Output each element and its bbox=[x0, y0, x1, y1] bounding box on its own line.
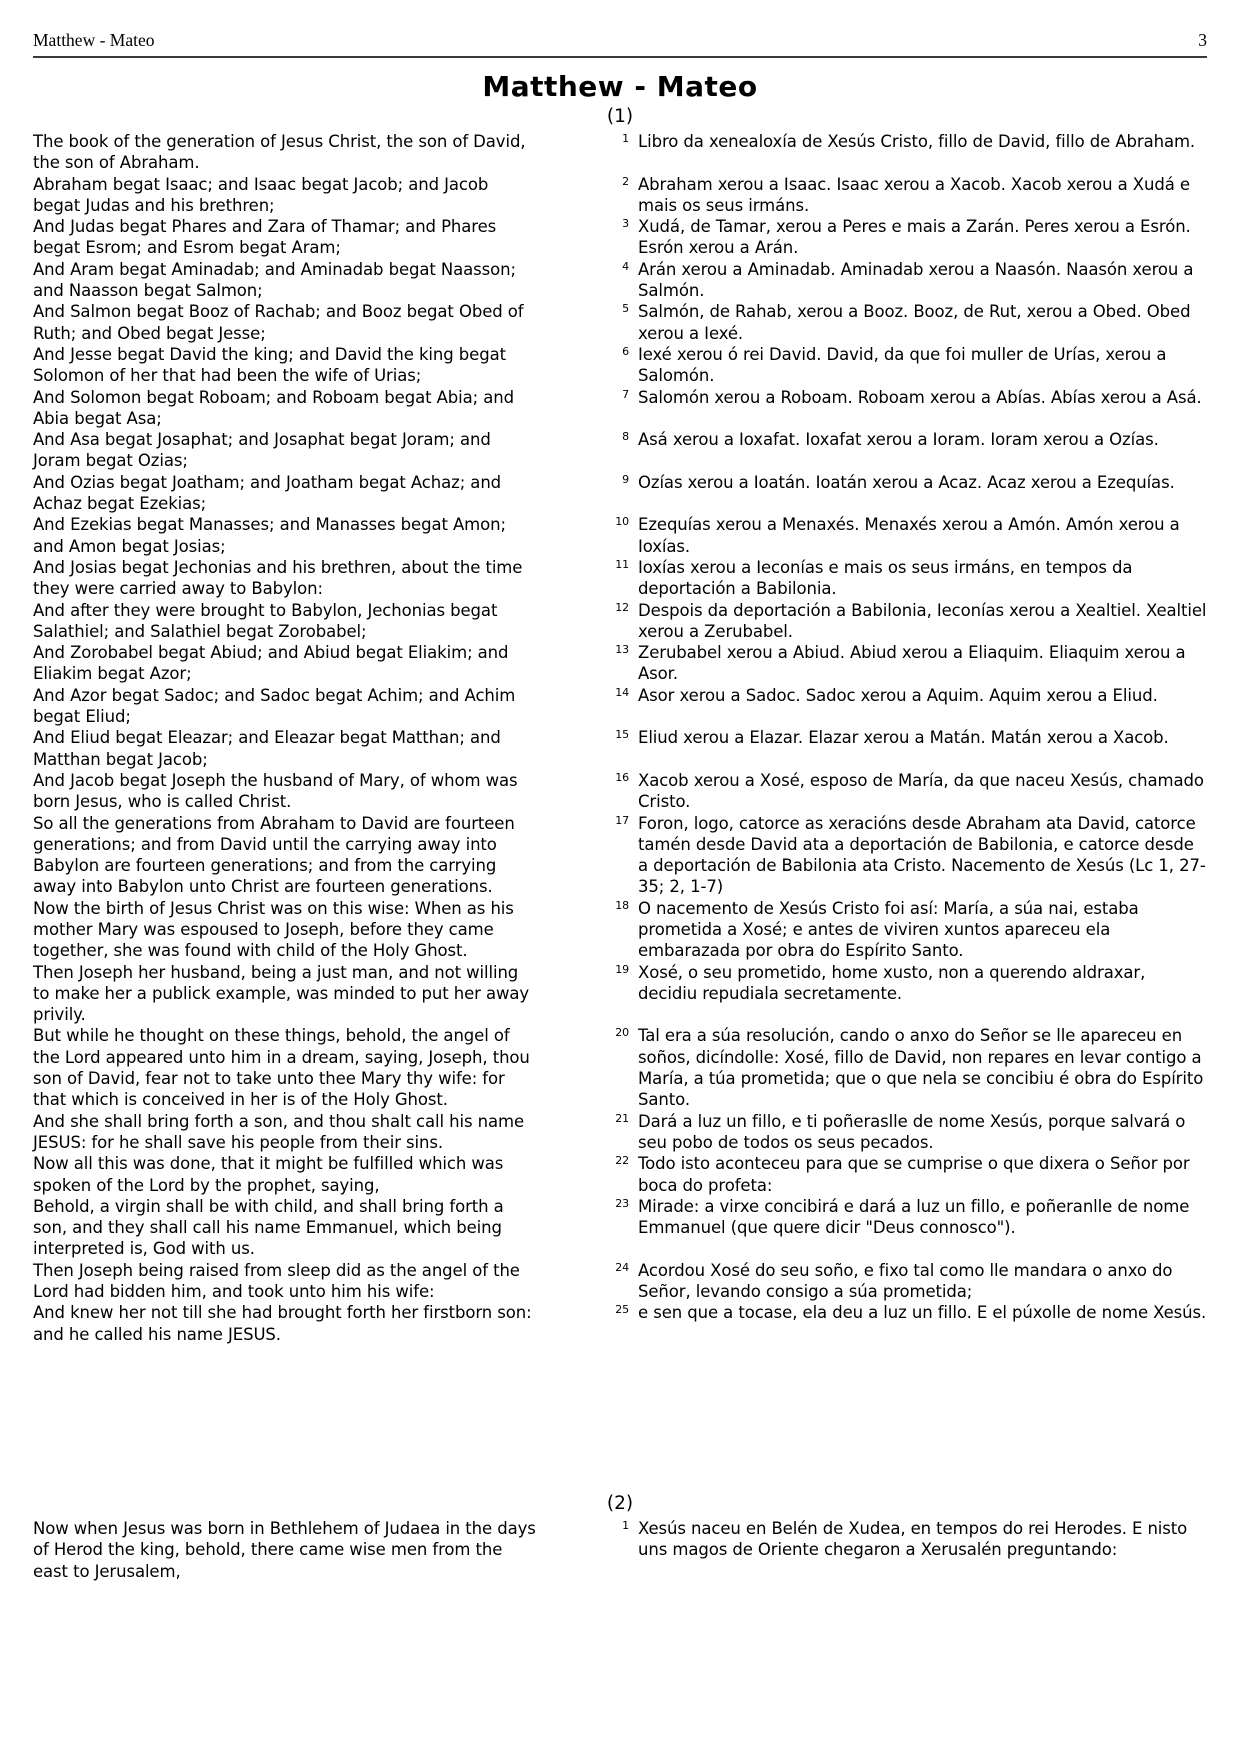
verse-text-galician: Ezequías xerou a Menaxés. Menaxés xerou a Amón. Amón xerou a Ioxías. bbox=[638, 515, 1180, 556]
verse-number: 11 bbox=[615, 557, 629, 571]
verse-text-galician: Tal era a súa resolución, cando o anxo do Señor se lle apareceu en soños, dicíndolle: Xosé, fillo de David, non repares en levar contigo a María, a túa prometida; que o que nela se concibiu é obra do Espírito Santo. bbox=[638, 1026, 1204, 1110]
verse-text-english: And Eliud begat Eleazar; and Eleazar begat Matthan; and Matthan begat Jacob; bbox=[33, 728, 501, 769]
verse-row bbox=[33, 472, 1207, 515]
verse-text-galician: Despois da deportación a Babilonia, Ieconías xerou a Xealtiel. Xealtiel xerou a Zerubabel. bbox=[638, 600, 1207, 641]
verse-number: 20 bbox=[615, 1026, 629, 1040]
verse-number: 9 bbox=[622, 472, 629, 486]
verse-text-galician: Salmón, de Rahab, xerou a Booz. Booz, de Rut, xerou a Obed. Obed xerou a Iexé. bbox=[638, 302, 1191, 343]
verse-text-english: So all the generations from Abraham to David are fourteen generations; and from David until the carrying away into Babylon are fourteen generations; and from the carrying away into Babylon unto Christ are fourteen generations. bbox=[33, 813, 515, 897]
verse-number: 14 bbox=[615, 685, 629, 699]
verse-row bbox=[33, 131, 1207, 174]
verse-text-english: And Ezekias begat Manasses; and Manasses begat Amon; and Amon begat Josias; bbox=[33, 515, 506, 556]
verse-text-galician: Libro da xenealoxía de Xesús Cristo, fillo de David, fillo de Abraham. bbox=[638, 132, 1196, 151]
verse-number: 13 bbox=[615, 643, 629, 657]
verse-row bbox=[33, 1302, 1207, 1345]
verse-number: 2 bbox=[622, 174, 629, 188]
verse-number: 3 bbox=[622, 217, 629, 231]
verse-text-galician: Zerubabel xerou a Abiud. Abiud xerou a Eliaquim. Eliaquim xerou a Asor. bbox=[638, 643, 1186, 684]
verse-text-english: And Ozias begat Joatham; and Joatham begat Achaz; and Achaz begat Ezekias; bbox=[33, 472, 502, 514]
verse-row bbox=[33, 429, 1207, 472]
verse-row bbox=[33, 344, 1207, 387]
verse-text-english: And after they were brought to Babylon, Jechonias begat Salathiel; and Salathiel begat Zorobabel; bbox=[33, 600, 498, 641]
verse-row bbox=[33, 685, 1207, 728]
verse-row bbox=[33, 770, 1207, 813]
verse-number: 7 bbox=[622, 387, 629, 401]
verse-text-galician: Xesús naceu en Belén de Xudea, en tempos do rei Herodes. E nisto uns magos de Oriente chegaron a Xerusalén preguntando: bbox=[638, 1518, 1188, 1560]
verse-text-galician: Xacob xerou a Xosé, esposo de María, da que naceu Xesús, chamado Cristo. bbox=[638, 770, 1204, 812]
verse-text-english: Then Joseph being raised from sleep did as the angel of the Lord had bidden him, and took unto him his wife: bbox=[33, 1260, 520, 1302]
verse-number: 16 bbox=[615, 770, 629, 784]
verse-text-galician: Dará a luz un fillo, e ti poñeraslle de nome Xesús, porque salvará o seu pobo de todos os seus pecados. bbox=[638, 1111, 1186, 1152]
verse-text-galician: O nacemento de Xesús Cristo foi así: María, a súa nai, estaba prometida a Xosé; e antes de viviren xuntos apareceu ela embarazada por obra do Espírito Santo. bbox=[638, 898, 1139, 961]
verse-number: 18 bbox=[615, 898, 629, 912]
verse-text-galician: Salomón xerou a Roboam. Roboam xerou a Abías. Abías xerou a Asá. bbox=[638, 387, 1202, 407]
verse-text-galician: Mirade: a virxe concibirá e dará a luz un fillo, e poñeranlle de nome Emmanuel (que quere dicir "Deus connosco"). bbox=[638, 1196, 1190, 1238]
running-header-title: Matthew - Mateo bbox=[33, 30, 155, 50]
verse-number: 8 bbox=[622, 430, 629, 444]
verse-row bbox=[33, 813, 1207, 898]
verse-text-english: Behold, a virgin shall be with child, and shall bring forth a son, and they shall call his name Emmanuel, which being interpreted is, God with us. bbox=[33, 1196, 504, 1259]
verse-text-galician: Ozías xerou a Ioatán. Ioatán xerou a Acaz. Acaz xerou a Ezequías. bbox=[638, 472, 1175, 492]
verse-text-english: And Josias begat Jechonias and his brethren, about the time they were carried away to Babylon: bbox=[33, 557, 523, 599]
verse-row bbox=[33, 727, 1207, 770]
verse-row bbox=[33, 557, 1207, 600]
verse-text-galician: Xudá, de Tamar, xerou a Peres e mais a Zarán. Peres xerou a Esrón. Esrón xerou a Arán. bbox=[638, 217, 1191, 258]
verse-text-english: Now the birth of Jesus Christ was on this wise: When as his mother Mary was espoused to Joseph, before they came together, she was found with child of the Holy Ghost. bbox=[33, 898, 514, 961]
verse-number: 24 bbox=[615, 1260, 629, 1274]
verse-text-galician: Xosé, o seu prometido, home xusto, non a querendo aldraxar, decidiu repudiala secretamente. bbox=[638, 962, 1146, 1003]
verse-row bbox=[33, 1153, 1207, 1196]
verse-row bbox=[33, 1111, 1207, 1154]
verse-row bbox=[33, 387, 1207, 430]
verse-text-english: And Azor begat Sadoc; and Sadoc begat Achim; and Achim begat Eliud; bbox=[33, 685, 516, 727]
header-rule bbox=[33, 56, 1207, 58]
verse-number: 1 bbox=[622, 132, 629, 145]
bible-text-body bbox=[33, 104, 1207, 1582]
verse-text-english: And Aram begat Aminadab; and Aminadab begat Naasson; and Naasson begat Salmon; bbox=[33, 259, 516, 301]
verse-number: 17 bbox=[615, 813, 629, 827]
verse-row bbox=[33, 962, 1207, 1026]
verse-number: 19 bbox=[615, 962, 629, 976]
chapter-marker: (2) bbox=[606, 1492, 634, 1514]
chapter-marker: (1) bbox=[606, 106, 634, 127]
verse-number: 4 bbox=[622, 259, 629, 273]
verse-row bbox=[33, 600, 1207, 643]
verse-number: 5 bbox=[622, 302, 629, 316]
verse-number: 12 bbox=[615, 600, 629, 614]
verse-row bbox=[33, 174, 1207, 217]
verse-text-galician: Abraham xerou a Isaac. Isaac xerou a Xacob. Xacob xerou a Xudá e mais os seus irmáns. bbox=[638, 174, 1190, 215]
verse-text-english: Abraham begat Isaac; and Isaac begat Jacob; and Jacob begat Judas and his brethren; bbox=[33, 174, 489, 215]
verse-row bbox=[33, 1196, 1207, 1260]
verse-text-english: And knew her not till she had brought forth her firstborn son: and he called his name JESUS. bbox=[33, 1303, 532, 1344]
verse-text-english: And Jesse begat David the king; and David the king begat Solomon of her that had been the wife of Urias; bbox=[33, 344, 506, 386]
verse-number: 23 bbox=[615, 1196, 629, 1210]
running-header bbox=[33, 30, 1207, 51]
verse-text-galician: Arán xerou a Aminadab. Aminadab xerou a Naasón. Naasón xerou a Salmón. bbox=[638, 259, 1194, 301]
verse-text-english: And Judas begat Phares and Zara of Thamar; and Phares begat Esrom; and Esrom begat Aram; bbox=[33, 217, 497, 258]
verse-text-english: And Solomon begat Roboam; and Roboam begat Abia; and Abia begat Asa; bbox=[33, 387, 515, 428]
verse-text-galician: Asá xerou a Ioxafat. Ioxafat xerou a Ioram. Ioram xerou a Ozías. bbox=[638, 430, 1159, 450]
verse-number: 10 bbox=[615, 515, 629, 529]
page-number: 3 bbox=[1198, 30, 1207, 50]
verse-row bbox=[33, 1260, 1207, 1303]
verse-text-galician: Asor xerou a Sadoc. Sadoc xerou a Aquim. Aquim xerou a Eliud. bbox=[638, 685, 1158, 705]
verse-text-english: And Zorobabel begat Abiud; and Abiud begat Eliakim; and Eliakim begat Azor; bbox=[33, 643, 509, 684]
verse-row bbox=[33, 301, 1207, 344]
verse-text-english: Then Joseph her husband, being a just man, and not willing to make her a publick example, was minded to put her away privily. bbox=[33, 962, 530, 1025]
verse-text-galician: Acordou Xosé do seu soño, e fixo tal como lle mandara o anxo do Señor, levando consigo a súa prometida; bbox=[638, 1260, 1173, 1302]
verse-row bbox=[33, 1025, 1207, 1110]
verse-text-galician: Iexé xerou ó rei David. David, da que foi muller de Urías, xerou a Salomón. bbox=[638, 344, 1167, 386]
verse-text-english: Now when Jesus was born in Bethlehem of Judaea in the days of Herod the king, behold, there came wise men from the east to Jerusalem, bbox=[33, 1518, 536, 1581]
verse-number: 25 bbox=[615, 1303, 629, 1317]
verse-row bbox=[33, 259, 1207, 302]
verse-text-english: Now all this was done, that it might be fulfilled which was spoken of the Lord by the prophet, saying, bbox=[33, 1154, 504, 1195]
verse-text-english: And Asa begat Josaphat; and Josaphat begat Joram; and Joram begat Ozias; bbox=[33, 430, 491, 471]
verse-number: 6 bbox=[622, 344, 629, 358]
verse-row bbox=[33, 642, 1207, 685]
verse-row bbox=[33, 514, 1207, 557]
verse-text-galician: e sen que a tocase, ela deu a luz un fillo. E el púxolle de nome Xesús. bbox=[638, 1303, 1207, 1323]
verse-text-english: And Salmon begat Booz of Rachab; and Booz begat Obed of Ruth; and Obed begat Jesse; bbox=[33, 302, 524, 343]
verse-row bbox=[33, 898, 1207, 962]
verse-number: 1 bbox=[622, 1518, 629, 1532]
verse-text-galician: Eliud xerou a Elazar. Elazar xerou a Matán. Matán xerou a Xacob. bbox=[638, 728, 1169, 748]
verse-text-english: And she shall bring forth a son, and thou shalt call his name JESUS: for he shall save his people from their sins. bbox=[33, 1111, 525, 1152]
verse-row bbox=[33, 216, 1207, 259]
verse-text-galician: Foron, logo, catorce as xeracións desde Abraham ata David, catorce tamén desde David ata a deportación de Babilonia, e catorce desde a deportación de Babilonia ata Cristo. Nacemento de Xesús (Lc 1, 27-35; 2, 1-7) bbox=[638, 813, 1206, 897]
verse-text-galician: Ioxías xerou a Ieconías e mais os seus irmáns, en tempos da deportación a Babilonia. bbox=[638, 557, 1133, 599]
verse-text-english: But while he thought on these things, behold, the angel of the Lord appeared unto him in a dream, saying, Joseph, thou son of David, fear not to take unto thee Mary thy wife: for that which is conceived in her is of the Holy Ghost. bbox=[33, 1026, 530, 1110]
verse-text-english: And Jacob begat Joseph the husband of Mary, of whom was born Jesus, who is called Christ. bbox=[33, 770, 518, 812]
verse-number: 21 bbox=[615, 1111, 629, 1125]
verse-text-english: The book of the generation of Jesus Christ, the son of David, the son of Abraham. bbox=[33, 132, 526, 173]
verse-row bbox=[33, 1518, 1207, 1582]
page-title: Matthew - Mateo bbox=[482, 70, 758, 103]
verse-number: 22 bbox=[615, 1154, 629, 1168]
verse-number: 15 bbox=[615, 728, 629, 742]
verse-text-galician: Todo isto aconteceu para que se cumprise o que dixera o Señor por boca do profeta: bbox=[638, 1154, 1190, 1195]
